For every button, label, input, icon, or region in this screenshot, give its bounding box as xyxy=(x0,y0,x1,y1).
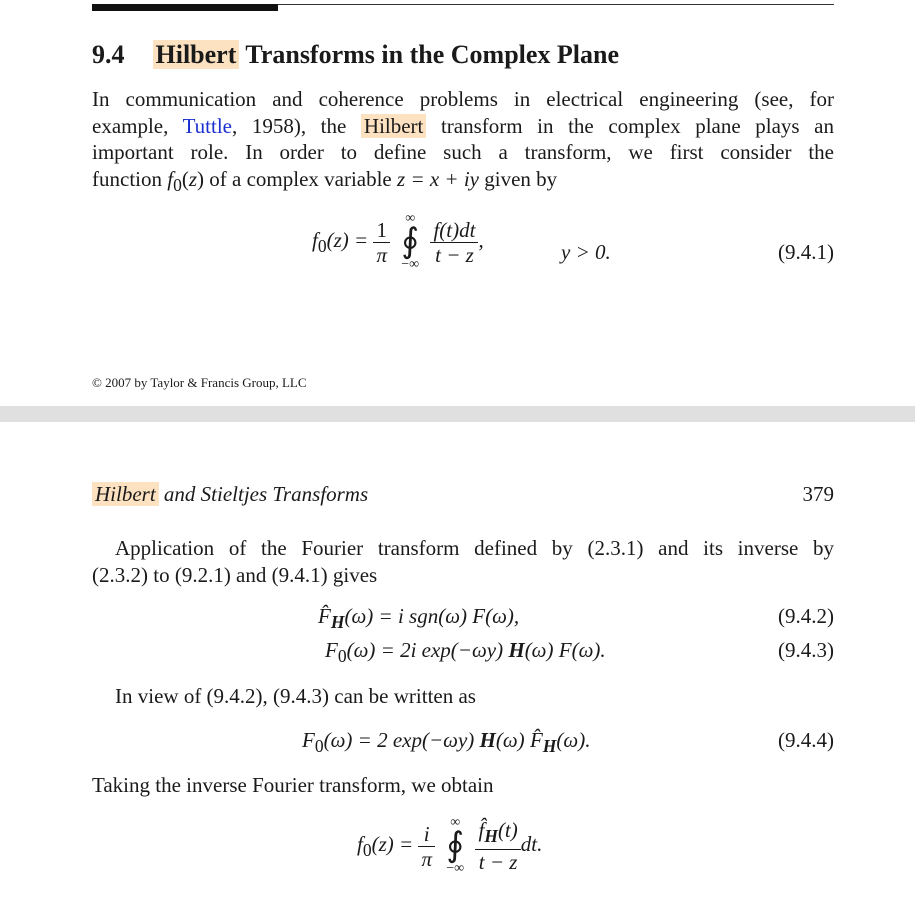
section-number: 9.4 xyxy=(92,40,125,69)
page-upper xyxy=(0,0,915,406)
running-head: Hilbert and Stieltjes Transforms xyxy=(92,482,368,507)
intro-line-2: example, Tuttle, 1958), the Hilbert transform in the complex plane plays an xyxy=(92,113,834,138)
intro-line-4: function $f_0(z)$ of a complex variable z = x + iy given by xyxy=(92,166,558,195)
equation-9-4-3: $F_0(\omega) = 2i$ exp(−ωy) H(ω) F(ω). xyxy=(325,638,606,667)
page-number: 379 xyxy=(802,482,834,506)
app-line-2: (2.3.2) to (9.2.1) and (9.4.1) gives xyxy=(92,562,378,587)
application-paragraph xyxy=(92,535,834,588)
highlight-hilbert[interactable]: Hilbert xyxy=(153,40,240,69)
page-lower xyxy=(0,422,915,901)
view-paragraph xyxy=(115,683,834,710)
equation-inverse: $f_0(z)$ = $\frac{i}{\pi}$ ∞ ∮ −∞ $\frac{f̂_H(t)}{t - z}$ dt. xyxy=(357,815,543,876)
app-line-1: Application of the Fourier transform defined by (2.3.1) and its inverse by xyxy=(115,536,834,560)
view-line: In view of (9.4.2), (9.4.3) can be written as xyxy=(115,684,476,708)
highlight-hilbert-runhead[interactable]: Hilbert xyxy=(92,482,159,506)
highlight-hilbert-inline[interactable]: Hilbert xyxy=(361,114,426,138)
inverse-paragraph xyxy=(92,772,834,799)
equation-number-9-4-1: (9.4.1) xyxy=(778,240,834,264)
section-title xyxy=(92,40,619,70)
equation-9-4-1: $f_0(z)$ = $\frac{1}{\pi}$ ∞ ∮ −∞ $\frac{f(t)dt}{t - z}$ , xyxy=(312,211,484,272)
contour-integral-icon: ∞ ∮ −∞ xyxy=(401,211,420,272)
section-title-text: Transforms in the Complex Plane xyxy=(245,40,620,69)
equation-9-4-2: $F̂_H(\omega) = i$ sgn(ω) F(ω), xyxy=(318,604,520,633)
equation-number-9-4-4: (9.4.4) xyxy=(778,728,834,752)
equation-number-9-4-3: (9.4.3) xyxy=(778,638,834,662)
page-separator xyxy=(0,406,915,422)
top-rule-accent xyxy=(92,4,278,11)
copyright-notice: © 2007 by Taylor & Francis Group, LLC xyxy=(92,375,307,390)
equation-number-9-4-2: (9.4.2) xyxy=(778,604,834,628)
citation-link-tuttle[interactable]: Tuttle xyxy=(182,113,233,138)
intro-line-3: important role. In order to define such a transform, we first consider the xyxy=(92,140,834,164)
contour-integral-icon: ∞ ∮ −∞ xyxy=(446,815,465,876)
intro-line-1: In communication and coherence problems in electrical engineering (see, for xyxy=(92,87,834,111)
intro-paragraph xyxy=(92,86,834,198)
equation-9-4-4: $F_0(\omega) = 2$ exp(−ωy) H(ω) $F̂_H(\omega)$. xyxy=(302,728,591,757)
inverse-line: Taking the inverse Fourier transform, we obtain xyxy=(92,773,494,797)
equation-condition: y > 0. xyxy=(561,240,611,264)
